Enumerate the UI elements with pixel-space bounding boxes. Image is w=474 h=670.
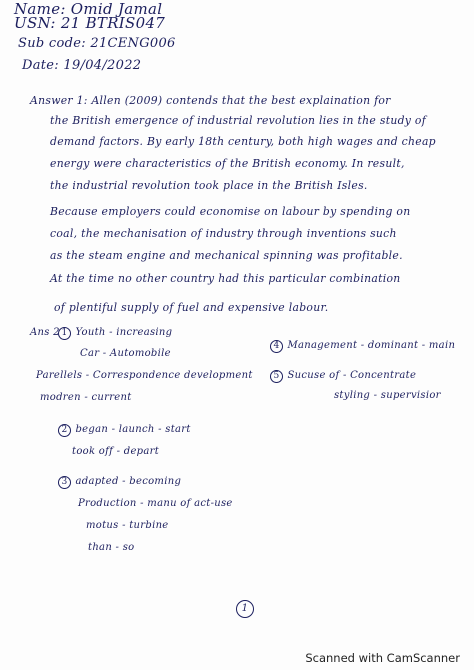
answer1-line: demand factors. By early 18th century, both high wages and cheap xyxy=(50,135,436,148)
page-number: 1 xyxy=(236,600,254,618)
answer1-line: coal, the mechanisation of industry through inventions such xyxy=(50,227,397,240)
answer1-line: the British emergence of industrial revolution lies in the study of xyxy=(50,114,427,127)
item-text: adapted - becoming xyxy=(75,476,182,487)
subject-code: Sub code: 21CENG006 xyxy=(18,36,176,51)
answer2-label: Ans 2 xyxy=(30,327,60,338)
answer1-line: Answer 1: Allen (2009) contends that the best explaination for xyxy=(30,94,391,107)
student-usn: USN: 21 BTRIS047 xyxy=(14,14,166,32)
item-number: 4 xyxy=(270,340,283,353)
answer1-line: energy were characteristics of the British economy. In result, xyxy=(50,157,405,170)
item-number: 2 xyxy=(58,424,71,437)
answer2-item: than - so xyxy=(88,542,135,553)
item-text: Sucuse of - Concentrate xyxy=(287,370,417,381)
answer2-item: modren - current xyxy=(40,392,132,403)
answer1-line: Because employers could economise on labour by spending on xyxy=(50,205,411,218)
answer1-line: of plentiful supply of fuel and expensive labour. xyxy=(54,301,329,314)
answer2-item: styling - supervisior xyxy=(334,390,441,401)
answer2-item: took off - depart xyxy=(72,446,160,457)
item-text: began - launch - start xyxy=(75,424,191,435)
item-number: 3 xyxy=(58,476,71,489)
answer2-item xyxy=(270,340,455,353)
date: Date: 19/04/2022 xyxy=(22,58,142,73)
answer2-item: Production - manu of act-use xyxy=(78,498,233,509)
student-name: Name: Omid Jamal xyxy=(14,0,163,18)
answer2-item xyxy=(58,476,181,489)
answer1-line: At the time no other country had this particular combination xyxy=(50,272,401,285)
scanner-watermark: Scanned with CamScanner xyxy=(305,651,460,665)
answer2-item: motus - turbine xyxy=(86,520,169,531)
answer2-item xyxy=(58,327,172,340)
answer2-item xyxy=(270,370,416,383)
answer2-item: Parellels - Correspondence development xyxy=(36,370,253,381)
item-text: Youth - increasing xyxy=(75,327,173,338)
item-number: 5 xyxy=(270,370,283,383)
item-number: 1 xyxy=(58,327,71,340)
answer1-line: the industrial revolution took place in the British Isles. xyxy=(50,179,368,192)
item-text: Management - dominant - main xyxy=(287,340,456,351)
answer2-item: Car - Automobile xyxy=(80,348,171,359)
answer2-item xyxy=(58,424,191,437)
answer1-line: as the steam engine and mechanical spinning was profitable. xyxy=(50,249,403,262)
